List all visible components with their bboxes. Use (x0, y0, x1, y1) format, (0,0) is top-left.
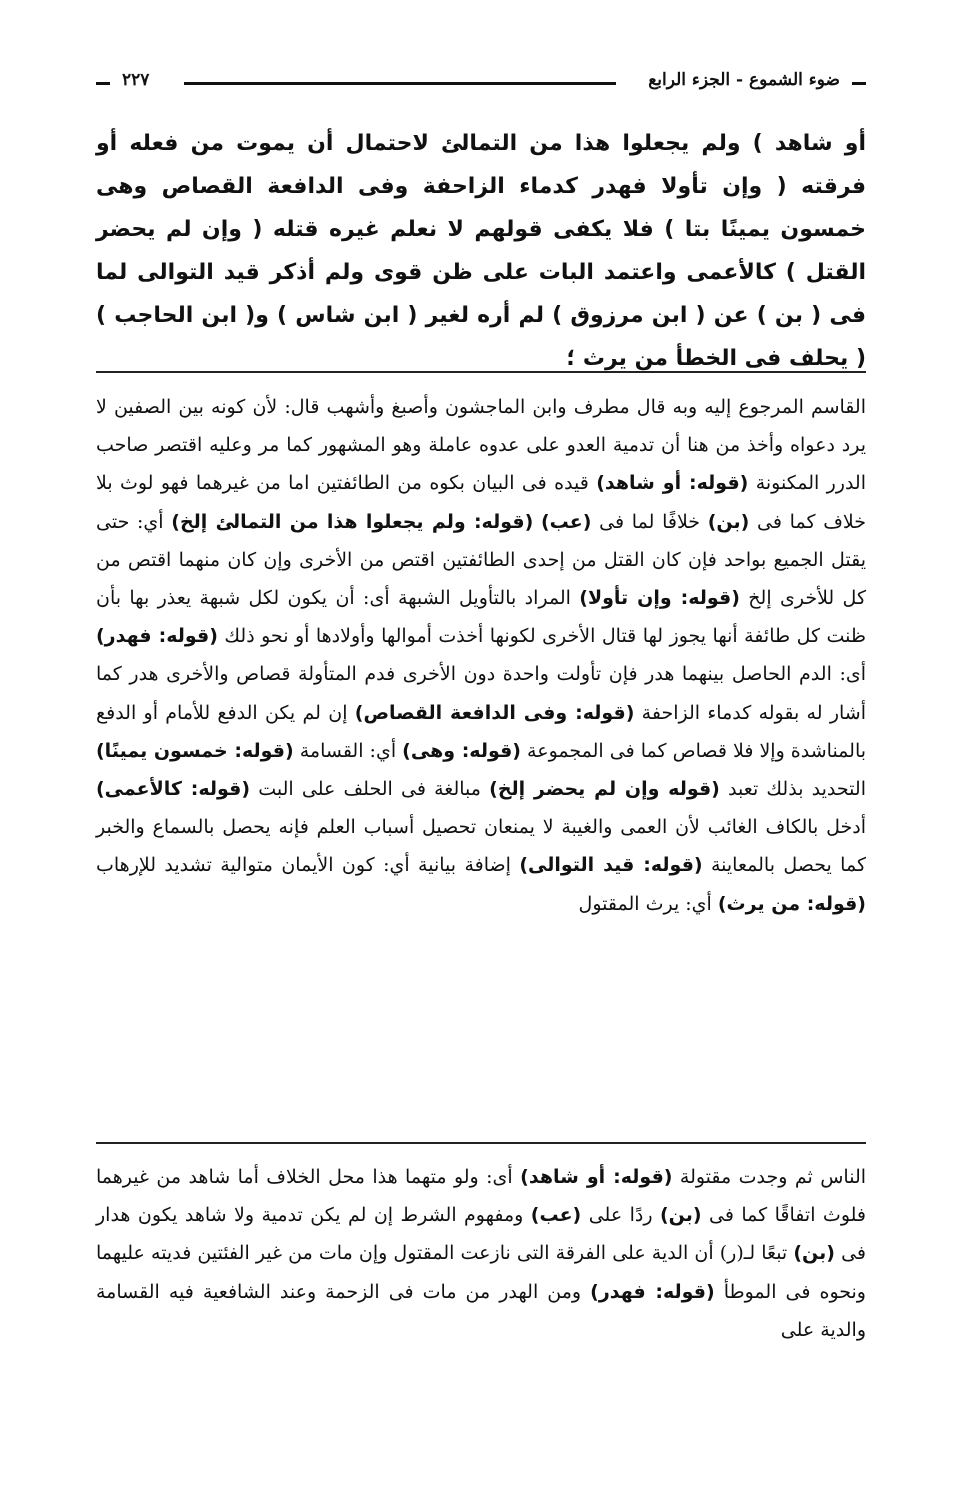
commentary-text: التحديد بذلك تعبد (719, 778, 866, 801)
commentary-text: أي: حتى يقتل الجميع بواحد فإن كان القتل من إحدى الطائفتين اقتص من الأخرى وإن كان منهما اقتص من كل للأخرى إلخ (96, 510, 866, 610)
commentary-keyword: (قوله: أو شاهد) (520, 1166, 673, 1188)
commentary-text: تبعًا لـ(ر) أن الدية على الفرقة التى نازعت المقتول وإن مات من غير الفئتين فديته عليهما ونحوه فى الموطأ (96, 1242, 866, 1303)
commentary-text: الناس ثم وجدت مقتولة (672, 1166, 867, 1188)
commentary-keyword: (قوله: وفى الدافعة القصاص) (354, 701, 635, 724)
commentary-text: قيده فى البيان بكوه من الطائفتين اما من غيرهما فهو لوث بلا خلاف كما فى (96, 472, 866, 533)
commentary-keyword: (عب) (540, 510, 592, 533)
commentary-keyword: (قوله: أو شاهد) (596, 472, 749, 495)
commentary-text: خلافًا لما فى (591, 510, 708, 533)
commentary-keyword: (بن) (793, 1242, 835, 1265)
commentary-block-2 (96, 1158, 866, 1349)
commentary-paragraph-1 (96, 388, 866, 923)
commentary-keyword: (قوله: خمسون يمينًا) (96, 739, 294, 762)
main-commentary-divider (96, 371, 866, 373)
commentary-text: ومفهوم الشرط إن لم يكن تدمية ولا شاهد يكون هدار فى (96, 1204, 866, 1265)
commentary-keyword: (بن) (707, 510, 750, 533)
commentary-text: القاسم المرجوع إليه وبه قال مطرف وابن الماجشون وأصبغ وأشهب قال: لأن كونه بين الصفين لا يرد دعواه وأخذ من هنا أن تدمية العدو على عدوه عاملة وهو المشهور كما مر وعليه اقتصر صاحب الدرر المكنونة (96, 396, 867, 495)
header-title: ضوء الشموع - الجزء الرابع (642, 70, 846, 90)
commentary-text: ومن الهدر من مات فى الزحمة وعند الشافعية فيه القسامة والدية على (96, 1280, 866, 1341)
commentary-text: أي: يرث المقتول (578, 892, 718, 915)
header-rule-middle (184, 82, 616, 85)
commentary-text: أى: ولو متهما هذا محل الخلاف أما شاهد من غيرهما فلوث اتفاقًا كما فى (96, 1166, 867, 1227)
commentary-text: مبالغة فى الحلف على البت (250, 778, 490, 801)
commentary-block-1 (96, 388, 866, 923)
page-number: ٢٢٧ (116, 70, 155, 90)
commentary-text: ردًا على (581, 1204, 660, 1227)
commentary-keyword: (قوله وإن لم يحضر إلخ) (489, 778, 720, 801)
commentary-keyword: (عب) (530, 1204, 582, 1227)
header-rule-right (852, 82, 866, 85)
commentary-keyword: (قوله: من يرث) (717, 892, 866, 915)
commentary-text: إضافة بيانية أي: كون الأيمان متوالية تشديد للإرهاب (96, 854, 520, 877)
running-header (96, 68, 866, 98)
commentary-keyword: (قوله: فهدر) (96, 625, 218, 648)
commentary-paragraph-2 (96, 1158, 866, 1349)
header-rule-left (96, 82, 110, 85)
commentary-text: أدخل بالكاف الغائب لأن العمى والغيبة لا يمنعان تحصيل أسباب العلم فإنه يحصل بالسماع والخبر كما يحصل بالمعاينة (96, 816, 867, 877)
main-text-block (96, 122, 866, 380)
commentary-keyword: (بن) (659, 1204, 702, 1227)
commentary-text: أى: الدم الحاصل بينهما هدر فإن تأولت واحدة دون الأخرى فدم المتأولة قصاص والأخرى هدر كما أشار له بقوله كدماء الزاحفة (96, 663, 866, 724)
commentary-divider (96, 1142, 866, 1144)
commentary-text: إن لم يكن الدفع للأمام أو الدفع بالمناشدة وإلا فلا قصاص كما فى المجموعة (96, 701, 867, 762)
commentary-keyword: (قوله: ولم يجعلوا هذا من التمالئ إلخ) (171, 510, 534, 533)
commentary-text (533, 511, 541, 533)
main-text-paragraph: أو شاهد ) ولم يجعلوا هذا من التمالئ لاحتمال أن يموت من فعله أو فرقته ( وإن تأولا فهدر كدماء الزاحفة وفى الدافعة القصاص وهى خمسون يمينًا بتا ) فلا يكفى قولهم لا نعلم غيره قتله ( وإن لم يحضر القتل ) كالأعمى واعتمد البات على ظن قوى ولم أذكر قيد التوالى لما فى ( بن ) عن ( ابن مرزوق ) لم أره لغير ( ابن شاس ) و( ابن الحاجب ) ( يحلف فى الخطأ من يرث ؛ (96, 131, 866, 371)
commentary-text: المراد بالتأويل الشبهة أى: أن يكون لكل شبهة يعذر بها بأن ظنت كل طائفة أنها يجوز لها قتال الأخرى لكونها أخذت أموالها وأولادها أو نحو ذلك (96, 587, 866, 648)
commentary-text: أي: القسامة (293, 739, 403, 762)
commentary-keyword: (قوله: وإن تأولا) (579, 587, 740, 610)
commentary-keyword: (قوله: كالأعمى) (96, 778, 251, 801)
commentary-keyword: (قوله: قيد التوالى) (519, 854, 703, 877)
commentary-keyword: (قوله: وهى) (402, 739, 521, 762)
commentary-keyword: (قوله: فهدر) (590, 1280, 715, 1303)
